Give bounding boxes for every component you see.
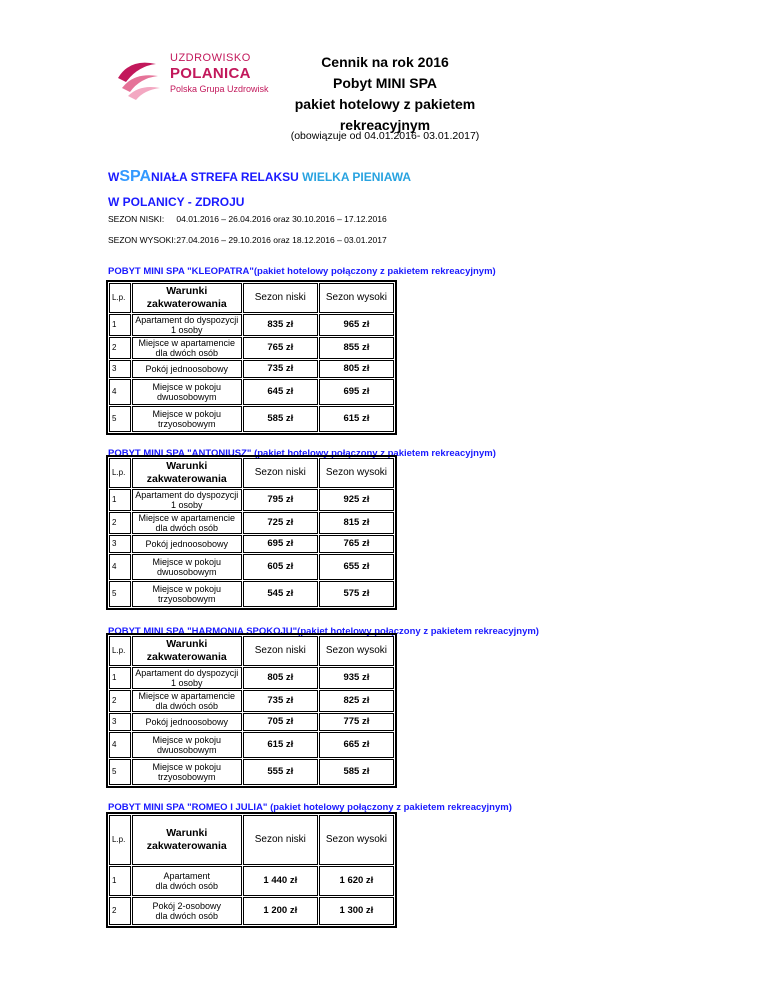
accommodation-line1: Miejsce w pokoju xyxy=(152,584,222,594)
column-header-high-season: Sezon wysoki xyxy=(319,283,394,313)
spa-heading-rest: NIAŁA STREFA RELAKSU xyxy=(151,170,299,184)
table-row xyxy=(109,512,394,534)
row-number: 1 xyxy=(109,314,131,336)
accommodation-line1: Miejsce w apartamencie xyxy=(138,513,236,523)
logo-text-line1: UZDROWISKO xyxy=(170,52,251,64)
price-high-season: 575 zł xyxy=(319,581,394,607)
table-row xyxy=(109,337,394,359)
accommodation-line2: dla dwóch osób xyxy=(155,911,219,921)
table-row xyxy=(109,379,394,405)
title-line: Cennik na rok 2016 xyxy=(321,54,449,70)
row-number: 4 xyxy=(109,732,131,758)
accommodation-line2: dwuosobowym xyxy=(157,567,217,577)
price-high-season: 805 zł xyxy=(319,360,394,378)
accommodation-line2: trzyosobowym xyxy=(158,419,216,429)
price-high-season: 1 620 zł xyxy=(319,866,394,896)
accommodation-line1: Apartament do dyspozycji xyxy=(135,315,239,325)
row-number: 3 xyxy=(109,713,131,731)
accommodation-conditions xyxy=(132,337,242,359)
season-high xyxy=(108,235,387,245)
price-low-season: 735 zł xyxy=(243,360,318,378)
price-high-season: 655 zł xyxy=(319,554,394,580)
price-low-season: 555 zł xyxy=(243,759,318,785)
row-number: 2 xyxy=(109,690,131,712)
column-header-high-season: Sezon wysoki xyxy=(319,458,394,488)
accommodation-conditions xyxy=(132,489,242,511)
table-row xyxy=(109,667,394,689)
price-low-season: 695 zł xyxy=(243,535,318,553)
price-high-season: 825 zł xyxy=(319,690,394,712)
accommodation-line1: Miejsce w pokoju xyxy=(152,735,222,745)
column-header-conditions-line1: Warunki xyxy=(166,460,208,472)
accommodation-conditions xyxy=(132,581,242,607)
accommodation-line1: Pokój jednoosobowy xyxy=(145,364,229,374)
column-header-conditions-line1: Warunki xyxy=(166,827,208,839)
accommodation-line2: 1 osoby xyxy=(171,678,203,688)
accommodation-conditions xyxy=(132,897,242,925)
table-row xyxy=(109,535,394,553)
column-header-conditions xyxy=(132,815,242,865)
accommodation-line1: Miejsce w apartamencie xyxy=(138,338,236,348)
accommodation-conditions xyxy=(132,535,242,553)
spa-heading-place: WIELKA PIENIAWA xyxy=(302,170,412,184)
price-high-season: 615 zł xyxy=(319,406,394,432)
accommodation-conditions xyxy=(132,554,242,580)
table-row xyxy=(109,897,394,925)
row-number: 4 xyxy=(109,379,131,405)
title-line: rekreacyjnym xyxy=(339,117,431,133)
column-header-conditions-line1: Warunki xyxy=(166,638,208,650)
logo-text-line3: Polska Grupa Uzdrowisk xyxy=(170,84,269,94)
row-number: 2 xyxy=(109,897,131,925)
column-header-low-season: Sezon niski xyxy=(243,815,318,865)
price-high-season: 585 zł xyxy=(319,759,394,785)
spa-heading-w: W xyxy=(108,170,120,184)
accommodation-line1: Apartament do dyspozycji xyxy=(135,490,239,500)
accommodation-conditions xyxy=(132,314,242,336)
column-header-conditions xyxy=(132,458,242,488)
package-title-harmonia: POBYT MINI SPA "HARMONIA SPOKOJU"(pakiet hotelowy połączony z pakietem rekreacyjnym) xyxy=(108,626,539,637)
town-heading: W POLANICY - ZDROJU xyxy=(108,195,245,209)
price-low-season: 645 zł xyxy=(243,379,318,405)
season-low-label: SEZON NISKI: xyxy=(108,214,165,224)
table-row xyxy=(109,713,394,731)
accommodation-conditions xyxy=(132,667,242,689)
validity-note: (obowiązuje od 04.01.2016- 03.01.2017) xyxy=(290,130,480,142)
table-row xyxy=(109,866,394,896)
price-low-season: 765 zł xyxy=(243,337,318,359)
accommodation-line1: Pokój jednoosobowy xyxy=(145,539,229,549)
accommodation-line1: Pokój 2-osobowy xyxy=(152,901,222,911)
price-high-season: 925 zł xyxy=(319,489,394,511)
price-low-season: 605 zł xyxy=(243,554,318,580)
column-header-lp: L.p. xyxy=(109,458,131,488)
table-row xyxy=(109,690,394,712)
column-header-high-season: Sezon wysoki xyxy=(319,815,394,865)
company-logo xyxy=(112,48,282,108)
table-row xyxy=(109,581,394,607)
row-number: 4 xyxy=(109,554,131,580)
table-row xyxy=(109,732,394,758)
accommodation-conditions xyxy=(132,713,242,731)
price-low-season: 615 zł xyxy=(243,732,318,758)
accommodation-conditions xyxy=(132,379,242,405)
accommodation-line1: Miejsce w pokoju xyxy=(152,409,222,419)
accommodation-line1: Pokój jednoosobowy xyxy=(145,717,229,727)
row-number: 3 xyxy=(109,535,131,553)
column-header-lp: L.p. xyxy=(109,815,131,865)
price-low-season: 585 zł xyxy=(243,406,318,432)
table-row xyxy=(109,554,394,580)
accommodation-conditions xyxy=(132,759,242,785)
package-title-romeo: POBYT MINI SPA "ROMEO I JULIA" (pakiet hotelowy połączony z pakietem rekreacyjnym) xyxy=(108,802,512,813)
row-number: 5 xyxy=(109,581,131,607)
column-header-low-season: Sezon niski xyxy=(243,636,318,666)
table-header-row xyxy=(109,636,394,666)
table-row xyxy=(109,360,394,378)
accommodation-line1: Miejsce w pokoju xyxy=(152,762,222,772)
table-row xyxy=(109,406,394,432)
accommodation-line2: dla dwóch osób xyxy=(155,523,219,533)
table-header-row xyxy=(109,458,394,488)
table-header-row xyxy=(109,815,394,865)
season-low-value: 04.01.2016 – 26.04.2016 oraz 30.10.2016 – 17.12.2016 xyxy=(176,214,387,224)
price-high-season: 775 zł xyxy=(319,713,394,731)
accommodation-conditions xyxy=(132,866,242,896)
price-high-season: 695 zł xyxy=(319,379,394,405)
price-low-season: 805 zł xyxy=(243,667,318,689)
page-title xyxy=(270,52,500,136)
price-low-season: 705 zł xyxy=(243,713,318,731)
spa-heading-spa: SPA xyxy=(119,168,152,185)
title-line: pakiet hotelowy z pakietem xyxy=(294,96,476,112)
table-row xyxy=(109,489,394,511)
price-high-season: 965 zł xyxy=(319,314,394,336)
accommodation-line2: dwuosobowym xyxy=(157,745,217,755)
accommodation-line1: Apartament xyxy=(163,871,211,881)
row-number: 3 xyxy=(109,360,131,378)
price-table-harmonia xyxy=(106,633,397,788)
row-number: 1 xyxy=(109,667,131,689)
price-low-season: 1 200 zł xyxy=(243,897,318,925)
accommodation-conditions xyxy=(132,690,242,712)
price-low-season: 545 zł xyxy=(243,581,318,607)
title-line: Pobyt MINI SPA xyxy=(333,75,437,91)
column-header-lp: L.p. xyxy=(109,283,131,313)
row-number: 1 xyxy=(109,866,131,896)
price-low-season: 1 440 zł xyxy=(243,866,318,896)
price-low-season: 795 zł xyxy=(243,489,318,511)
price-high-season: 815 zł xyxy=(319,512,394,534)
price-high-season: 665 zł xyxy=(319,732,394,758)
table-row xyxy=(109,759,394,785)
column-header-conditions-line1: Warunki xyxy=(166,285,208,297)
column-header-low-season: Sezon niski xyxy=(243,458,318,488)
accommodation-conditions xyxy=(132,732,242,758)
column-header-lp: L.p. xyxy=(109,636,131,666)
table-row xyxy=(109,314,394,336)
spa-heading xyxy=(108,168,411,186)
accommodation-conditions xyxy=(132,360,242,378)
price-high-season: 935 zł xyxy=(319,667,394,689)
column-header-conditions-line2: zakwaterowania xyxy=(146,473,227,485)
table-header-row xyxy=(109,283,394,313)
column-header-conditions-line2: zakwaterowania xyxy=(146,840,227,852)
package-title-kleopatra: POBYT MINI SPA "KLEOPATRA"(pakiet hotelowy połączony z pakietem rekreacyjnym) xyxy=(108,266,496,277)
accommodation-line2: 1 osoby xyxy=(171,325,203,335)
accommodation-line1: Miejsce w pokoju xyxy=(152,557,222,567)
accommodation-line2: trzyosobowym xyxy=(158,594,216,604)
season-high-label: SEZON WYSOKI: xyxy=(108,235,177,245)
row-number: 2 xyxy=(109,337,131,359)
price-low-season: 735 zł xyxy=(243,690,318,712)
column-header-conditions-line2: zakwaterowania xyxy=(146,651,227,663)
column-header-low-season: Sezon niski xyxy=(243,283,318,313)
row-number: 2 xyxy=(109,512,131,534)
accommodation-line1: Miejsce w pokoju xyxy=(152,382,222,392)
accommodation-conditions xyxy=(132,406,242,432)
column-header-conditions-line2: zakwaterowania xyxy=(146,298,227,310)
season-low xyxy=(108,214,387,224)
package-title-antoniusz: POBYT MINI SPA "ANTONIUSZ" (pakiet hotelowy połączony z pakietem rekreacyjnym) xyxy=(108,448,496,459)
price-table-kleopatra xyxy=(106,280,397,435)
logo-text-line2: POLANICA xyxy=(170,65,251,82)
accommodation-line2: dwuosobowym xyxy=(157,392,217,402)
season-high-value: 27.04.2016 – 29.10.2016 oraz 18.12.2016 – 03.01.2017 xyxy=(176,235,387,245)
accommodation-line2: dla dwóch osób xyxy=(155,881,219,891)
row-number: 1 xyxy=(109,489,131,511)
accommodation-line1: Apartament do dyspozycji xyxy=(135,668,239,678)
accommodation-line2: dla dwóch osób xyxy=(155,348,219,358)
accommodation-line1: Miejsce w apartamencie xyxy=(138,691,236,701)
price-high-season: 765 zł xyxy=(319,535,394,553)
price-high-season: 855 zł xyxy=(319,337,394,359)
row-number: 5 xyxy=(109,406,131,432)
price-low-season: 725 zł xyxy=(243,512,318,534)
price-low-season: 835 zł xyxy=(243,314,318,336)
price-table-romeo xyxy=(106,812,397,928)
price-high-season: 1 300 zł xyxy=(319,897,394,925)
column-header-high-season: Sezon wysoki xyxy=(319,636,394,666)
accommodation-conditions xyxy=(132,512,242,534)
accommodation-line2: trzyosobowym xyxy=(158,772,216,782)
row-number: 5 xyxy=(109,759,131,785)
column-header-conditions xyxy=(132,283,242,313)
accommodation-line2: dla dwóch osób xyxy=(155,701,219,711)
accommodation-line2: 1 osoby xyxy=(171,500,203,510)
price-table-antoniusz xyxy=(106,455,397,610)
column-header-conditions xyxy=(132,636,242,666)
logo-mark-icon xyxy=(112,48,168,104)
